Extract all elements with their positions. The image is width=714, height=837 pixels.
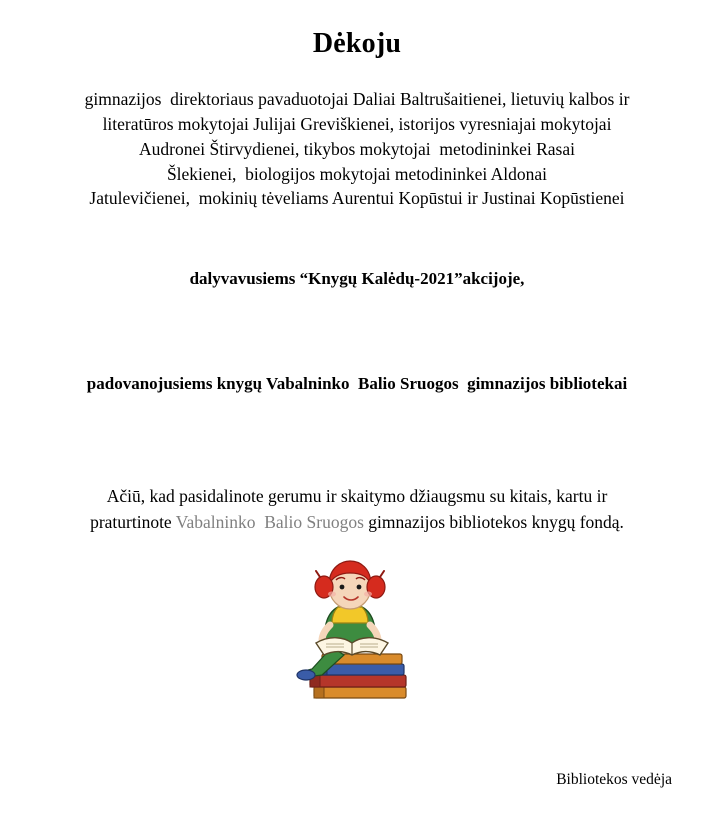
signature-line: Bibliotekos vedėja	[556, 771, 672, 788]
thanks-line-2-suffix: gimnazijos bibliotekos knygų fondą.	[363, 511, 624, 532]
thanks-paragraph	[0, 484, 714, 535]
action-line: dalyvavusiems “Knygų Kalėdų-2021”akcijoje,	[189, 269, 525, 289]
donated-line: padovanojusiems knygų Vabalninko Balio Sruogos gimnazijos bibliotekai	[86, 374, 628, 394]
page-title: Dėkoju	[312, 28, 402, 59]
illustration-container	[0, 551, 714, 711]
intro-line-5: Jatulevičienei, mokinių tėveliams Aurentui Kopūstui ir Justinai Kopūstienei	[89, 188, 625, 209]
girl-reading-book-icon	[282, 551, 432, 711]
school-name-highlight: Vabalninko Balio Sruogos	[175, 511, 364, 532]
thanks-line-2	[25, 510, 689, 535]
thanks-line-1: Ačiū, kad pasidalinote gerumu ir skaitymo džiaugsmu su kitais, kartu ir	[106, 486, 608, 507]
intro-line-1: gimnazijos direktoriaus pavaduotojai Daliai Baltrušaitienei, lietuvių kalbos ir	[84, 89, 630, 109]
intro-line-3: Audronei Štirvydienei, tikybos mokytojai metodininkei Rasai	[139, 138, 575, 159]
intro-line-4: Šlekienei, biologijos mokytojai metodininkei Aldonai	[166, 163, 548, 184]
thanks-line-2-prefix: praturtinote	[90, 511, 176, 532]
intro-line-2: literatūros mokytojai Julijai Greviškienei, istorijos vyresniajai mokytojai	[102, 113, 612, 134]
document-page	[0, 28, 714, 837]
intro-paragraph	[0, 87, 714, 211]
